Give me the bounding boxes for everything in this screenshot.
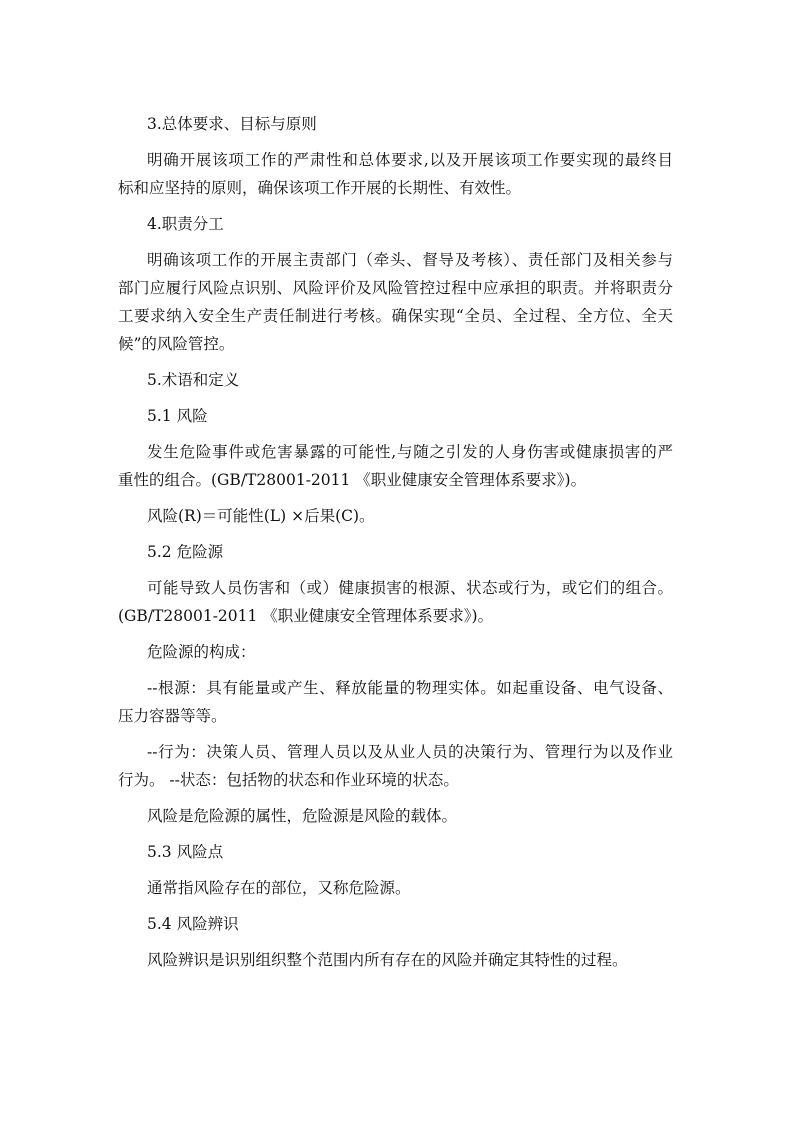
text-line: 3.总体要求、目标与原则: [147, 115, 317, 133]
text-line: 行为。 --状态：包括物的状态和作业环境的状态。: [118, 771, 459, 789]
text-line: 5.术语和定义: [147, 371, 240, 389]
paragraph: [118, 874, 673, 902]
text-line: 压力容器等等。: [118, 707, 227, 725]
paragraph: [118, 110, 673, 138]
text-line: 5.4 风险辨识: [147, 915, 239, 933]
text-line: 危险源的构成：: [147, 643, 256, 661]
text-line: 部门应履行风险点识别、风险评价及风险管控过程中应承担的职责。并将职责分: [118, 279, 673, 297]
text-line: --行为：决策人员、管理人员以及从业人员的决策行为、管理行为以及作业: [147, 743, 673, 761]
text-line: 可能导致人员伤害和（或）健康损害的根源、状态或行为，或它们的组合。: [147, 579, 673, 597]
paragraph: [118, 402, 673, 430]
text-line: 候”的风险管控。: [118, 335, 235, 353]
text-line: 5.1 风险: [147, 407, 208, 425]
paragraph: [118, 910, 673, 938]
paragraph: [118, 802, 673, 830]
paragraph: [118, 366, 673, 394]
text-line: 工要求纳入安全生产责任制进行考核。确保实现“全员、全过程、全方位、全天: [118, 307, 673, 325]
text-line: 风险是危险源的属性，危险源是风险的载体。: [147, 807, 458, 825]
paragraph: [118, 574, 673, 630]
text-line: 明确该项工作的开展主责部门（牵头、督导及考核）、责任部门及相关参与: [147, 251, 673, 269]
text-line: --根源：具有能量或产生、释放能量的物理实体。如起重设备、电气设备、: [147, 679, 673, 697]
paragraph: [118, 246, 673, 358]
text-line: 风险(R)＝可能性(L) ×后果(C)。: [147, 507, 375, 525]
text-line: 重性的组合。(GB/T28001-2011 《职业健康安全管理体系要求》)。: [118, 471, 587, 489]
text-line: (GB/T28001-2011 《职业健康安全管理体系要求》)。: [118, 607, 494, 625]
paragraph: [118, 738, 673, 794]
paragraph: [118, 502, 673, 530]
document-page: [118, 110, 673, 982]
text-line: 通常指风险存在的部位，又称危险源。: [147, 879, 411, 897]
paragraph: [118, 838, 673, 866]
text-line: 标和应坚持的原则，确保该项工作开展的长期性、有效性。: [118, 179, 522, 197]
paragraph: [118, 210, 673, 238]
paragraph: [118, 674, 673, 730]
text-line: 5.3 风险点: [147, 843, 224, 861]
paragraph: [118, 438, 673, 494]
paragraph: [118, 146, 673, 202]
text-line: 发生危险事件或危害暴露的可能性,与随之引发的人身伤害或健康损害的严: [147, 443, 673, 461]
text-line: 4.职责分工: [147, 215, 224, 233]
paragraph: [118, 946, 673, 974]
paragraph: [118, 638, 673, 666]
text-line: 明确开展该项工作的严肃性和总体要求,以及开展该项工作要实现的最终目: [147, 151, 673, 169]
paragraph: [118, 538, 673, 566]
text-line: 风险辨识是识别组织整个范围内所有存在的风险并确定其特性的过程。: [147, 951, 628, 969]
text-line: 5.2 危险源: [147, 543, 224, 561]
